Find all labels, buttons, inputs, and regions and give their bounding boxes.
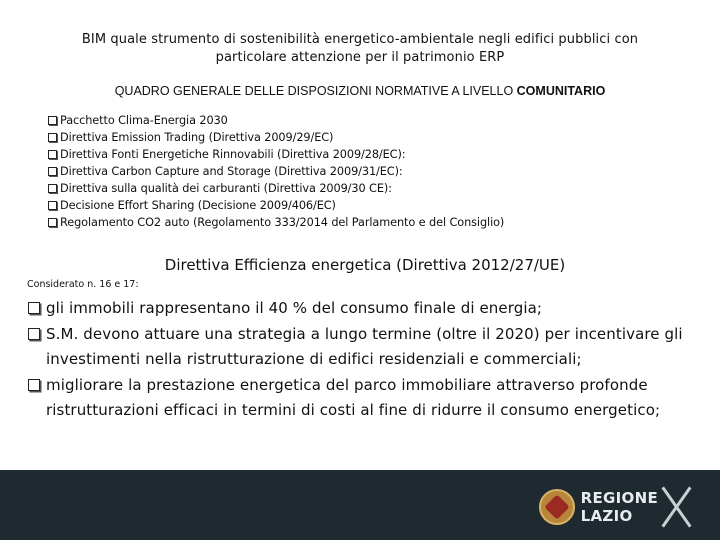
logo-line-1: REGIONE: [580, 489, 658, 507]
checkbox-bullet-icon: [48, 167, 57, 176]
directive-title: Direttiva Efficienza energetica (Direttiva 2012/27/UE): [164, 256, 566, 274]
regional-emblem-icon: [539, 489, 575, 525]
checkbox-bullet-icon: [28, 302, 40, 314]
footer-bar: [0, 470, 720, 540]
normative-item: Pacchetto Clima-Energia 2030: [48, 112, 504, 129]
consideration-item: S.M. devono attuare una strategia a lungo termine (oltre il 2020) per incentivare gli investimenti nella ristrutturazione di edifici residenziali e commerciali;: [28, 322, 698, 373]
logo-x-mark-icon: [662, 485, 692, 529]
slide-title-line-1: BIM quale strumento di sostenibilità energetico-ambientale negli edifici pubblici con: [81, 32, 639, 47]
checkbox-bullet-icon: [48, 150, 57, 159]
checkbox-bullet-icon: [28, 328, 40, 340]
normative-item: Direttiva Carbon Capture and Storage (Direttiva 2009/31/EC):: [48, 163, 504, 180]
checkbox-bullet-icon: [48, 133, 57, 142]
logo-text: [581, 489, 658, 525]
consideration-item: gli immobili rappresentano il 40 % del consumo finale di energia;: [28, 296, 698, 322]
considerato-note: Considerato n. 16 e 17:: [27, 279, 139, 290]
checkbox-bullet-icon: [48, 184, 57, 193]
normative-item: Direttiva Emission Trading (Direttiva 2009/29/EC): [48, 129, 504, 146]
section-heading-prefix: QUADRO GENERALE DELLE DISPOSIZIONI NORMATIVE A LIVELLO: [114, 84, 517, 98]
checkbox-bullet-icon: [48, 218, 57, 227]
considerations-list: [28, 296, 698, 424]
slide-title: [40, 31, 680, 67]
consideration-item: migliorare la prestazione energetica del parco immobiliare attraverso profonde ristrutturazioni efficaci in termini di costi al fine di ridurre il consumo energetico;: [28, 373, 698, 424]
section-heading: [40, 82, 680, 100]
normative-item: Regolamento CO2 auto (Regolamento 333/2014 del Parlamento e del Consiglio): [48, 214, 504, 231]
section-heading-bold: COMUNITARIO: [516, 84, 606, 98]
normative-item: Direttiva Fonti Energetiche Rinnovabili (Direttiva 2009/28/EC):: [48, 146, 504, 163]
regione-lazio-logo: [539, 484, 692, 530]
checkbox-bullet-icon: [48, 201, 57, 210]
normative-item: Direttiva sulla qualità dei carburanti (Direttiva 2009/30 CE):: [48, 180, 504, 197]
checkbox-bullet-icon: [28, 379, 40, 391]
checkbox-bullet-icon: [48, 116, 57, 125]
normative-item: Decisione Effort Sharing (Decisione 2009/406/EC): [48, 197, 504, 214]
normative-list: [48, 112, 504, 231]
slide-title-line-2: particolare attenzione per il patrimonio ERP: [215, 50, 505, 65]
logo-line-2: LAZIO: [580, 507, 633, 525]
